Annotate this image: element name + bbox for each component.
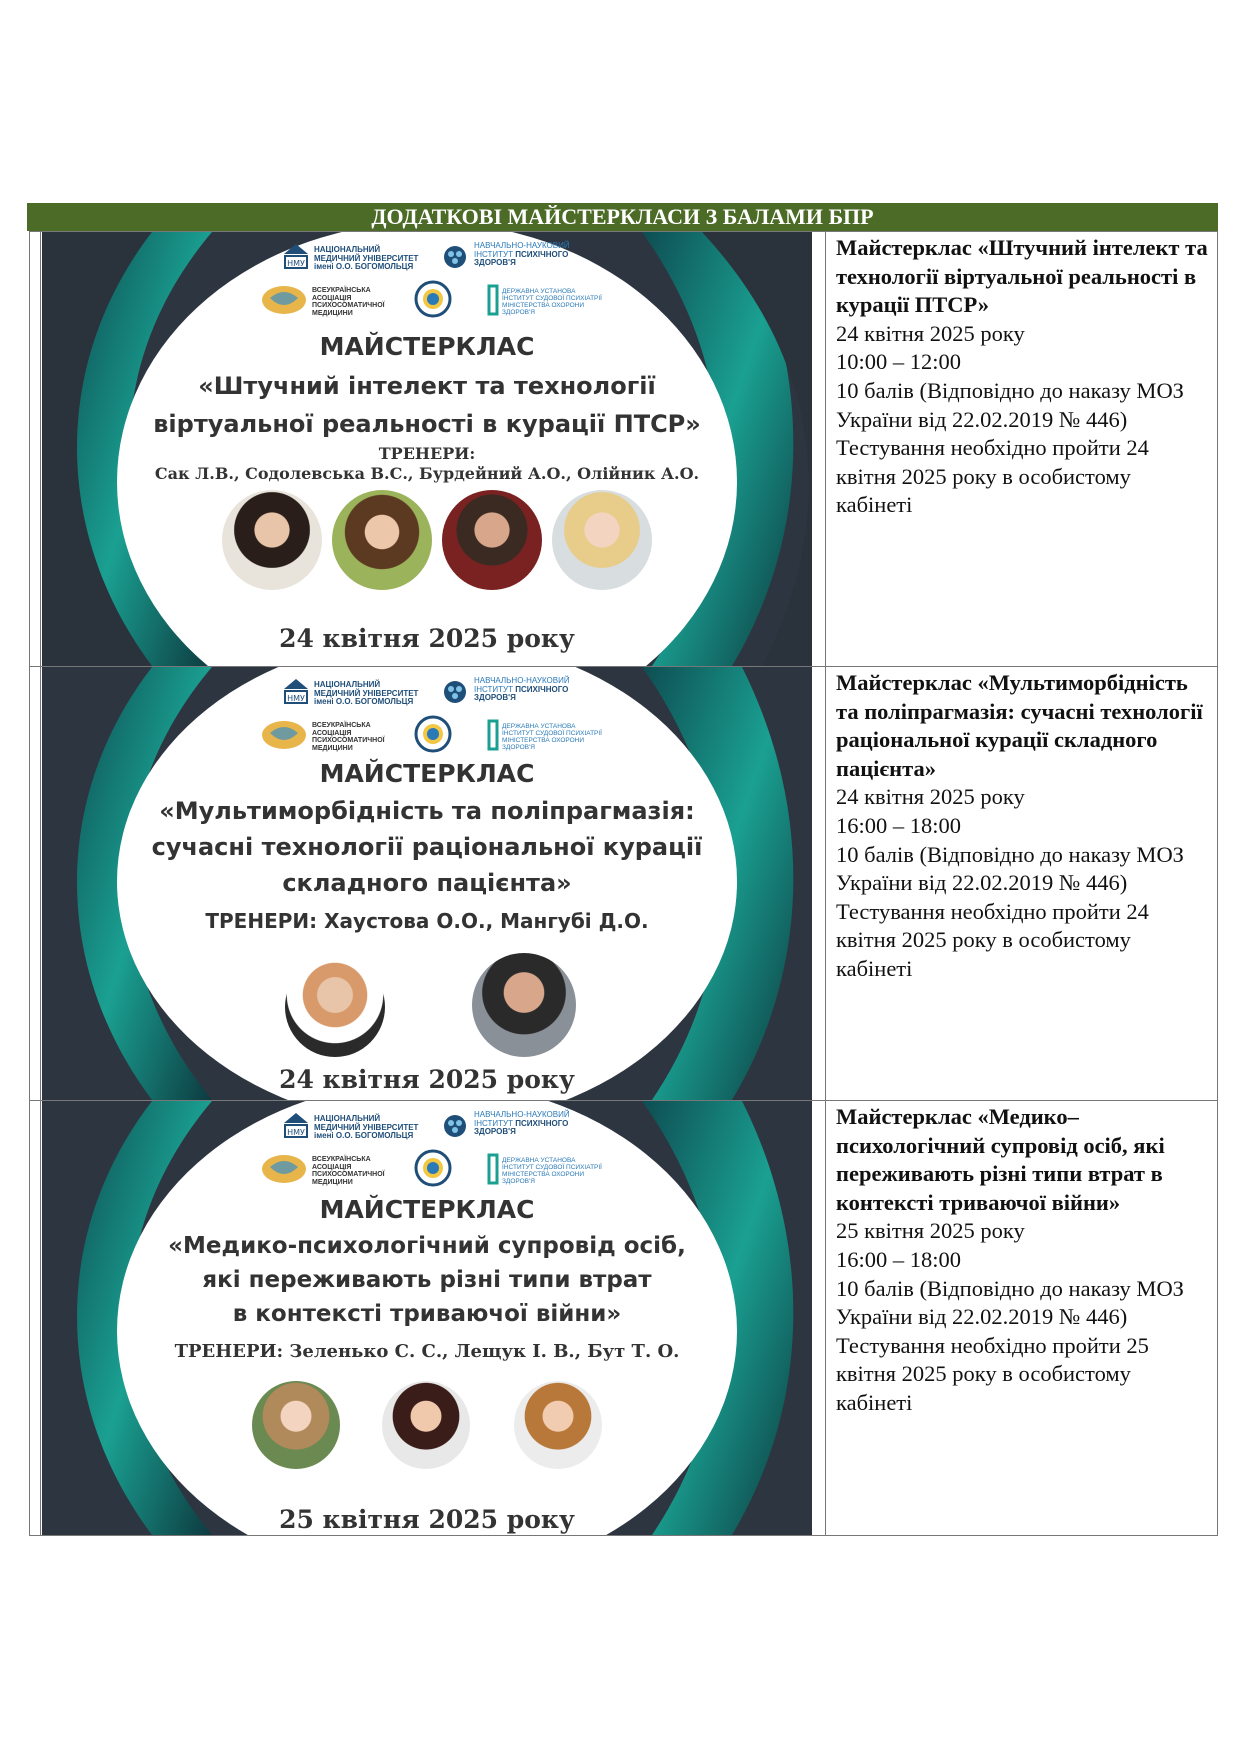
nmu-logo-text: НАЦІОНАЛЬНИЙ МЕДИЧНИЙ УНІВЕРСИТЕТ імені О.О. БОГОМОЛЬЦЯ bbox=[314, 1114, 419, 1140]
masterclass-table bbox=[29, 231, 1218, 1536]
institute-logo-text: НАВЧАЛЬНО-НАУКОВИЙ ІНСТИТУТ ПСИХІЧНОГО ЗДОРОВ'Я bbox=[474, 676, 570, 702]
banner-kind: МАЙСТЕРКЛАС bbox=[319, 332, 535, 361]
table-row bbox=[30, 231, 1217, 666]
trainers-label: ТРЕНЕРИ: bbox=[378, 444, 476, 463]
masterclass-points: 10 балів (Відповідно до наказу МОЗ України від 22.02.2019 № 446) bbox=[836, 1275, 1184, 1330]
trainers-names: Сак Л.В., Содолевська В.С., Бурдейний А.О., Олійник А.О. bbox=[154, 464, 700, 483]
trainers-line: ТРЕНЕРИ: Зеленько С. С., Лещук І. В., Бут Т. О. bbox=[174, 1341, 680, 1362]
trainer-avatar bbox=[222, 490, 322, 590]
nmu-logo-text: НАЦІОНАЛЬНИЙ МЕДИЧНИЙ УНІВЕРСИТЕТ імені О.О. БОГОМОЛЬЦЯ bbox=[314, 245, 419, 271]
state-institute-icon bbox=[487, 1153, 499, 1185]
trainer-avatar bbox=[514, 1381, 602, 1469]
state-logo-text: ДЕРЖАВНА УСТАНОВА ІНСТИТУТ СУДОВОЇ ПСИХІАТРІЇ МІНІСТЕРСТВА ОХОРОНИ ЗДОРОВ'Я bbox=[502, 288, 602, 316]
trainer-avatar bbox=[552, 490, 652, 590]
masterclass-test: Тестування необхідно пройти 24 квітня 2025 року в особистому кабінеті bbox=[836, 435, 1149, 518]
nmu-logo-icon bbox=[282, 677, 310, 705]
masterclass-title: Майстерклас «Медико–психологічний супровід осіб, які переживають різні типи втрат в контексті триваючої війни» bbox=[836, 1104, 1165, 1215]
masterclass-test: Тестування необхідно пройти 24 квітня 2025 року в особистому кабінеті bbox=[836, 898, 1149, 981]
state-institute-icon bbox=[487, 719, 499, 751]
nmu-logo-text: НАЦІОНАЛЬНИЙ МЕДИЧНИЙ УНІВЕРСИТЕТ імені О.О. БОГОМОЛЬЦЯ bbox=[314, 680, 419, 706]
state-logo-text: ДЕРЖАВНА УСТАНОВА ІНСТИТУТ СУДОВОЇ ПСИХІАТРІЇ МІНІСТЕРСТВА ОХОРОНИ ЗДОРОВ'Я bbox=[502, 723, 602, 751]
banner-line-3: в контексті триваючої війни» bbox=[232, 1301, 622, 1327]
association-logo-text: ВСЕУКРАЇНСЬКА АСОЦІАЦІЯ ПСИХОСОМАТИЧНОЇ МЕДИЦИНИ bbox=[312, 722, 385, 752]
nmu-abbr: НМУ bbox=[287, 694, 305, 703]
banner-kind: МАЙСТЕРКЛАС bbox=[319, 1195, 535, 1224]
emblem-icon bbox=[414, 280, 452, 318]
trainer-avatar bbox=[332, 490, 432, 590]
association-logo-icon bbox=[260, 719, 308, 751]
masterclass-date: 25 квітня 2025 року bbox=[836, 1218, 1025, 1244]
trainer-avatar bbox=[472, 953, 576, 1057]
masterclass-time: 10:00 – 12:00 bbox=[836, 349, 962, 375]
masterclass-info bbox=[836, 669, 1211, 984]
trainer-avatar bbox=[252, 1381, 340, 1469]
banner-line-3: складного пацієнта» bbox=[282, 869, 572, 897]
masterclass-title: Майстерклас «Мультиморбідність та поліпрагмазія: сучасні технології раціональної курації складного пацієнта» bbox=[836, 670, 1203, 781]
banner-line-2: віртуальної реальності в курації ПТСР» bbox=[153, 410, 701, 438]
masterclass-info bbox=[836, 1103, 1211, 1418]
trainer-avatar bbox=[285, 957, 385, 1057]
banner-line-1: «Штучний інтелект та технології bbox=[198, 372, 656, 400]
nmu-abbr: НМУ bbox=[287, 259, 305, 268]
association-logo-text: ВСЕУКРАЇНСЬКА АСОЦІАЦІЯ ПСИХОСОМАТИЧНОЇ МЕДИЦИНИ bbox=[312, 1156, 385, 1186]
association-logo-icon bbox=[260, 1153, 308, 1185]
state-logo-text: ДЕРЖАВНА УСТАНОВА ІНСТИТУТ СУДОВОЇ ПСИХІАТРІЇ МІНІСТЕРСТВА ОХОРОНИ ЗДОРОВ'Я bbox=[502, 1157, 602, 1185]
masterclass-points: 10 балів (Відповідно до наказу МОЗ України від 22.02.2019 № 446) bbox=[836, 377, 1184, 432]
nmu-abbr: НМУ bbox=[287, 1128, 305, 1137]
emblem-icon bbox=[414, 1149, 452, 1187]
brain-network-icon bbox=[442, 244, 468, 270]
banner-line-1: «Мультиморбідність та поліпрагмазія: bbox=[159, 797, 695, 825]
banner-image bbox=[42, 1101, 812, 1535]
brain-network-icon bbox=[442, 1113, 468, 1139]
state-institute-icon bbox=[487, 284, 499, 316]
institute-logo-text: НАВЧАЛЬНО-НАУКОВИЙ ІНСТИТУТ ПСИХІЧНОГО ЗДОРОВ'Я bbox=[474, 1110, 570, 1136]
masterclass-time: 16:00 – 18:00 bbox=[836, 812, 962, 838]
association-logo-text: ВСЕУКРАЇНСЬКА АСОЦІАЦІЯ ПСИХОСОМАТИЧНОЇ МЕДИЦИНИ bbox=[312, 287, 385, 317]
section-header: ДОДАТКОВІ МАЙСТЕРКЛАСИ З БАЛАМИ БПР bbox=[27, 203, 1218, 231]
banner-date: 24 квітня 2025 року bbox=[279, 624, 575, 653]
banner-line-2: сучасні технології раціональної курації bbox=[151, 833, 703, 861]
emblem-icon bbox=[414, 715, 452, 753]
table-row bbox=[30, 1100, 1217, 1535]
banner-kind: МАЙСТЕРКЛАС bbox=[319, 759, 535, 788]
banner-line-2: які переживають різні типи втрат bbox=[202, 1267, 652, 1293]
banner-image bbox=[42, 232, 812, 666]
brain-network-icon bbox=[442, 679, 468, 705]
banner-image bbox=[42, 667, 812, 1100]
nmu-logo-icon bbox=[282, 242, 310, 270]
table-row bbox=[30, 666, 1217, 1100]
masterclass-date: 24 квітня 2025 року bbox=[836, 784, 1025, 810]
institute-logo-text: НАВЧАЛЬНО-НАУКОВИЙ ІНСТИТУТ ПСИХІЧНОГО ЗДОРОВ'Я bbox=[474, 241, 570, 267]
masterclass-time: 16:00 – 18:00 bbox=[836, 1246, 962, 1272]
nmu-logo-icon bbox=[282, 1111, 310, 1139]
banner-date: 24 квітня 2025 року bbox=[279, 1065, 575, 1094]
masterclass-test: Тестування необхідно пройти 25 квітня 2025 року в особистому кабінеті bbox=[836, 1332, 1149, 1415]
masterclass-title: Майстерклас «Штучний інтелект та технології віртуальної реальності в курації ПТСР» bbox=[836, 235, 1208, 318]
masterclass-info bbox=[836, 234, 1211, 520]
masterclass-date: 24 квітня 2025 року bbox=[836, 320, 1025, 346]
trainer-avatar bbox=[442, 490, 542, 590]
banner-line-1: «Медико-психологічний супровід осіб, bbox=[168, 1233, 686, 1259]
association-logo-icon bbox=[260, 284, 308, 316]
masterclass-points: 10 балів (Відповідно до наказу МОЗ України від 22.02.2019 № 446) bbox=[836, 841, 1184, 896]
trainer-avatar bbox=[382, 1381, 470, 1469]
banner-date: 25 квітня 2025 року bbox=[279, 1505, 575, 1534]
trainers-line: ТРЕНЕРИ: Хаустова О.О., Мангубі Д.О. bbox=[205, 909, 649, 933]
